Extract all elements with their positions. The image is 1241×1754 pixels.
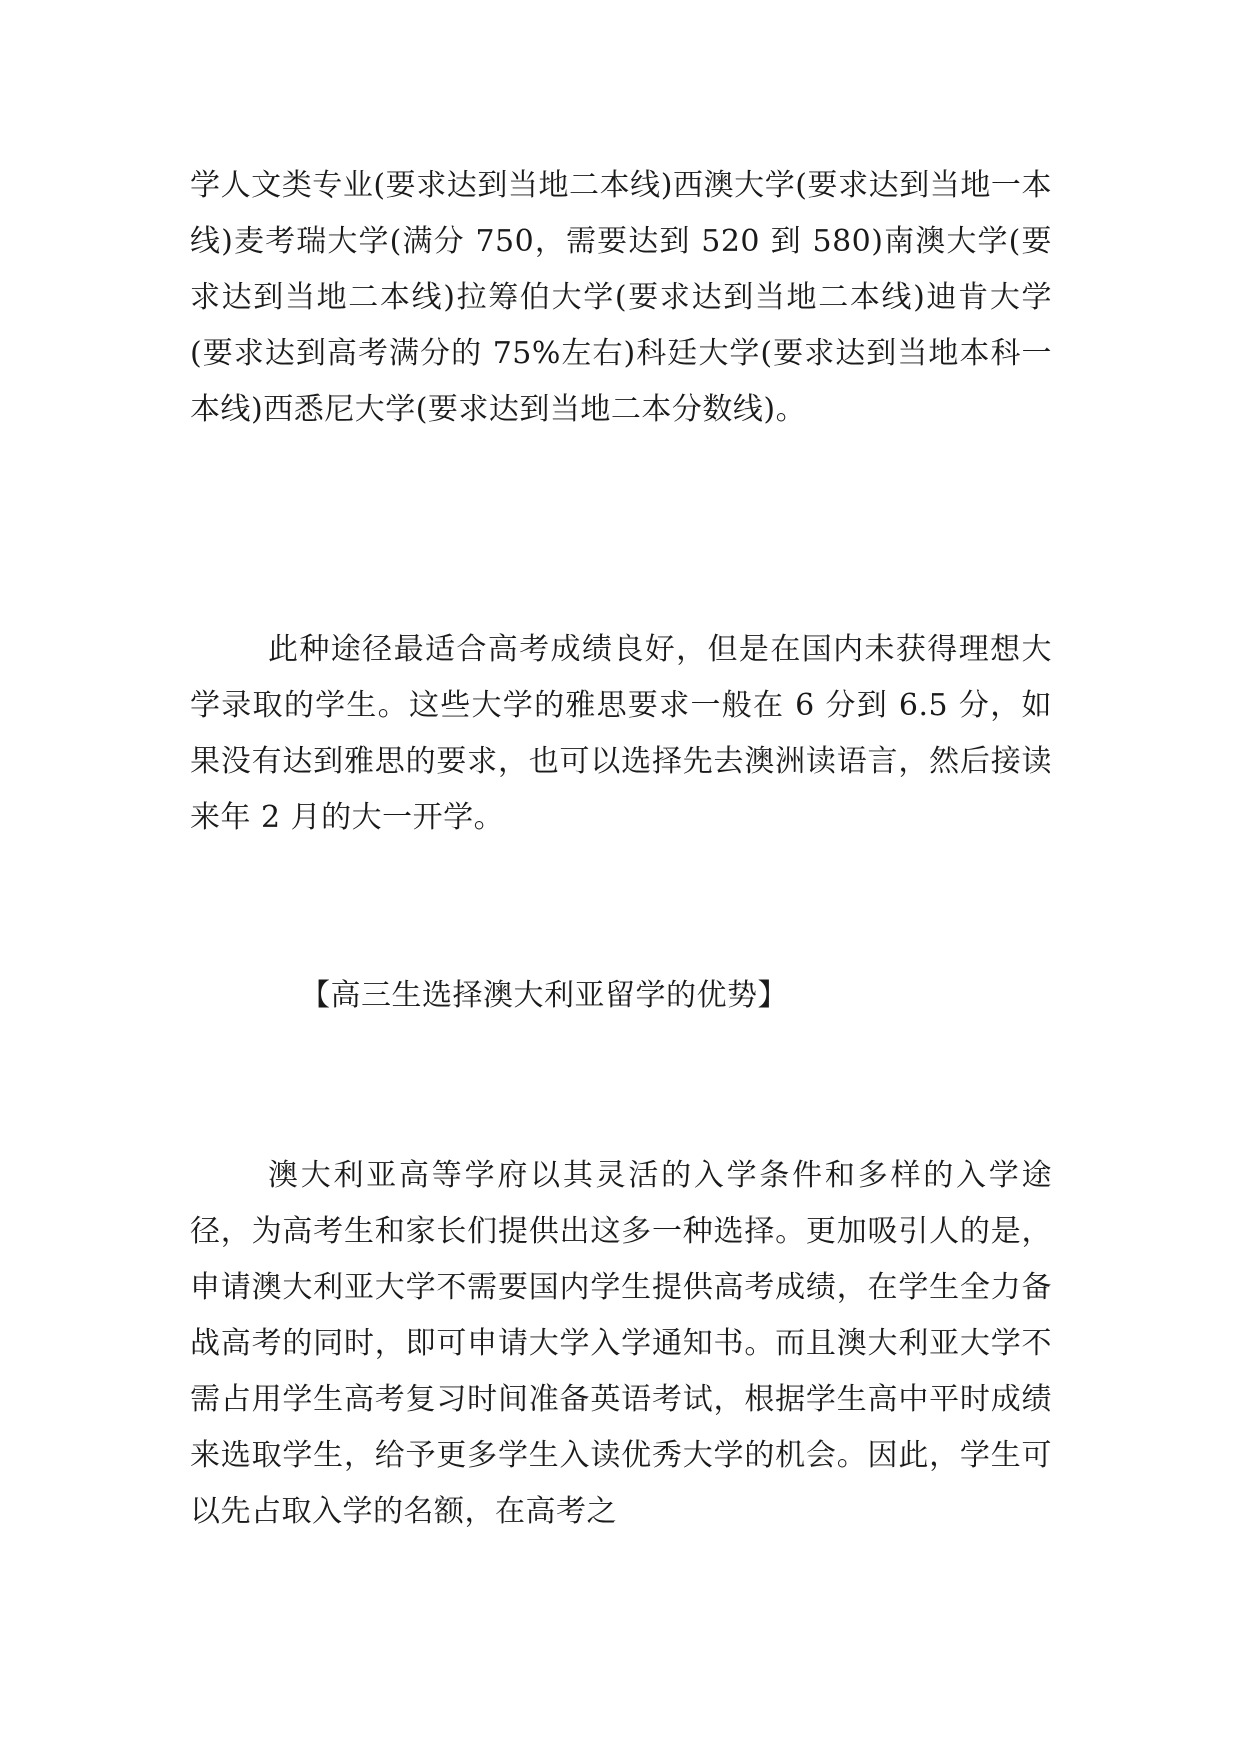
section-heading: 【高三生选择澳大利亚留学的优势】 bbox=[300, 978, 788, 1013]
paragraph-suitable-students: 此种途径最适合高考成绩良好，但是在国内未获得理想大学录取的学生。这些大学的雅思要求一般在 6 分到 6.5 分，如果没有达到雅思的要求，也可以选择先去澳洲读语言，然后接读来年 2 月的大一开学。 bbox=[190, 632, 1052, 835]
paragraph-university-requirements: 学人文类专业(要求达到当地二本线)西澳大学(要求达到当地一本线)麦考瑞大学(满分 750，需要达到 520 到 580)南澳大学(要求达到当地二本线)拉筹伯大学(要求达到当地二本线)迪肯大学(要求达到高考满分的 75%左右)科廷大学(要求达到当地本科一本线)西悉尼大学(要求达到当地二本分数线)。 bbox=[190, 168, 1052, 427]
paragraph-advantages: 澳大利亚高等学府以其灵活的入学条件和多样的入学途径，为高考生和家长们提供出这多一种选择。更加吸引人的是，申请澳大利亚大学不需要国内学生提供高考成绩，在学生全力备战高考的同时，即可申请大学入学通知书。而且澳大利亚大学不需占用学生高考复习时间准备英语考试，根据学生高中平时成绩来选取学生，给予更多学生入读优秀大学的机会。因此，学生可以先占取入学的名额，在高考之 bbox=[190, 1158, 1052, 1529]
